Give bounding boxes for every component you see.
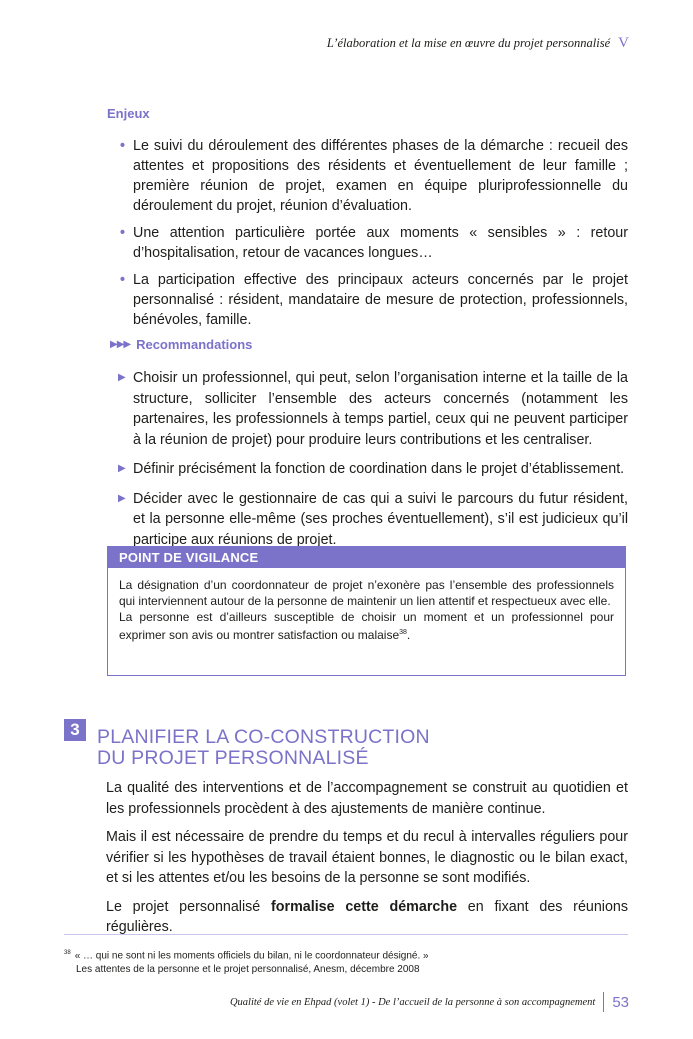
triple-arrow-icon: ▶▶▶: [110, 339, 131, 350]
body-paragraph: Mais il est nécessaire de prendre du temps et du recul à intervalles réguliers pour vérifier si les hypothèses de travail étaient bonnes, le diagnostic ou le bilan exact, et si les attentes et/ou les besoins de la personne se sont modifiés.: [106, 829, 628, 886]
footnote-number: 38: [64, 950, 71, 956]
enjeux-heading: Enjeux: [107, 106, 150, 121]
list-item: [120, 136, 628, 216]
vigilance-body: [108, 568, 625, 643]
recommandations-heading: [110, 337, 252, 352]
footnote: [64, 946, 429, 977]
arrow-bullet-icon: ▶: [118, 372, 126, 383]
arrow-bullet-icon: ▶: [118, 463, 126, 474]
vigilance-box: [107, 546, 626, 676]
recommandations-title: Recommandations: [136, 337, 253, 352]
body-text-bold: formalise cette démarche: [271, 898, 458, 915]
list-item-text: La participation effective des principaux acteurs concernés par le projet personnalisé : résident, mandataire de mesure de protection, professionnels, bénévoles, famille.: [133, 272, 628, 328]
footnote-line: [64, 946, 429, 963]
body-paragraph: [106, 897, 628, 938]
arrow-bullet-icon: ▶: [118, 492, 126, 504]
running-header: [327, 35, 629, 52]
bullet-icon: •: [120, 138, 126, 154]
footnote-divider: [64, 934, 628, 935]
vigilance-text-end: .: [406, 628, 411, 642]
page-number: 53: [612, 993, 629, 1011]
recommandations-list: [118, 368, 628, 559]
list-item-text: Choisir un professionnel, qui peut, selon l’organisation interne et la taille de la structure, solliciter l’ensemble des acteurs concernés (notamment les partenaires, les professionnels à temps partiel, ceux qui ne peuvent participer à la réunion de projet) pour produire leurs contributions et les centraliser.: [133, 370, 628, 448]
list-item-text: Le suivi du déroulement des différentes phases de la démarche : recueil des attentes et propositions des résidents et éventuellement de leur famille ; première réunion de projet, examen en équipe pluriprofessionnelle du déroulement du projet, réunion d’évaluation.: [133, 138, 628, 214]
list-item: [118, 489, 628, 551]
bullet-icon: •: [120, 225, 126, 241]
section-body: [106, 778, 628, 946]
vigilance-paragraph: La désignation d’un coordonnateur de projet n’exonère pas l’ensemble des professionnels qui interviennent autour de la personne de maintenir un lien attentif et respectueux avec elle.: [119, 578, 614, 608]
body-text: Le projet personnalisé: [106, 898, 272, 915]
list-item: [120, 223, 628, 263]
list-item-text: Décider avec le gestionnaire de cas qui a suivi le parcours du futur résident, et la personne elle-même (ses proches éventuellement), s’il est judicieux qu’il participe aux réunions de projet.: [133, 490, 628, 548]
footer-separator: [603, 992, 604, 1012]
section-title: [97, 727, 430, 769]
vigilance-title: POINT DE VIGILANCE: [108, 547, 625, 568]
section-number-badge: 3: [64, 719, 86, 741]
vigilance-paragraph: [119, 609, 614, 643]
header-title: L’élaboration et la mise en œuvre du projet personnalisé: [326, 36, 611, 50]
footnote-ref: 38: [399, 629, 407, 636]
list-item: [118, 368, 628, 450]
enjeux-list: [120, 136, 628, 337]
bullet-icon: •: [120, 272, 126, 288]
list-item-text: Définir précisément la fonction de coordination dans le projet d’établissement.: [133, 461, 625, 477]
footer-title: Qualité de vie en Ehpad (volet 1) - De l’accueil de la personne à son accompagnement: [229, 996, 596, 1008]
list-item: [120, 270, 628, 330]
list-item: [118, 459, 628, 480]
section-title-line: DU PROJET PERSONNALISÉ: [97, 747, 369, 769]
body-text: en fixant des réunions régulières.: [106, 898, 629, 935]
section-title-line: PLANIFIER LA CO-CONSTRUCTION: [97, 726, 430, 748]
footnote-text: « … qui ne sont ni les moments officiels du bilan, ni le coordonnateur désigné. »: [74, 950, 429, 962]
page-footer: [230, 992, 629, 1012]
footnote-source: Les attentes de la personne et le projet personnalisé, Anesm, décembre 2008: [76, 964, 420, 976]
list-item-text: Une attention particulière portée aux moments « sensibles » : retour d’hospitalisation, retour de vacances longues…: [133, 225, 628, 261]
chapter-number: V: [618, 35, 629, 51]
body-paragraph: La qualité des interventions et de l’accompagnement se construit au quotidien et les professionnels procèdent à des ajustements de manière continue.: [106, 780, 628, 817]
vigilance-text: La personne est d’ailleurs susceptible de choisir un moment et un professionnel pour exprimer son avis ou montrer satisfaction ou malaise: [119, 610, 614, 642]
